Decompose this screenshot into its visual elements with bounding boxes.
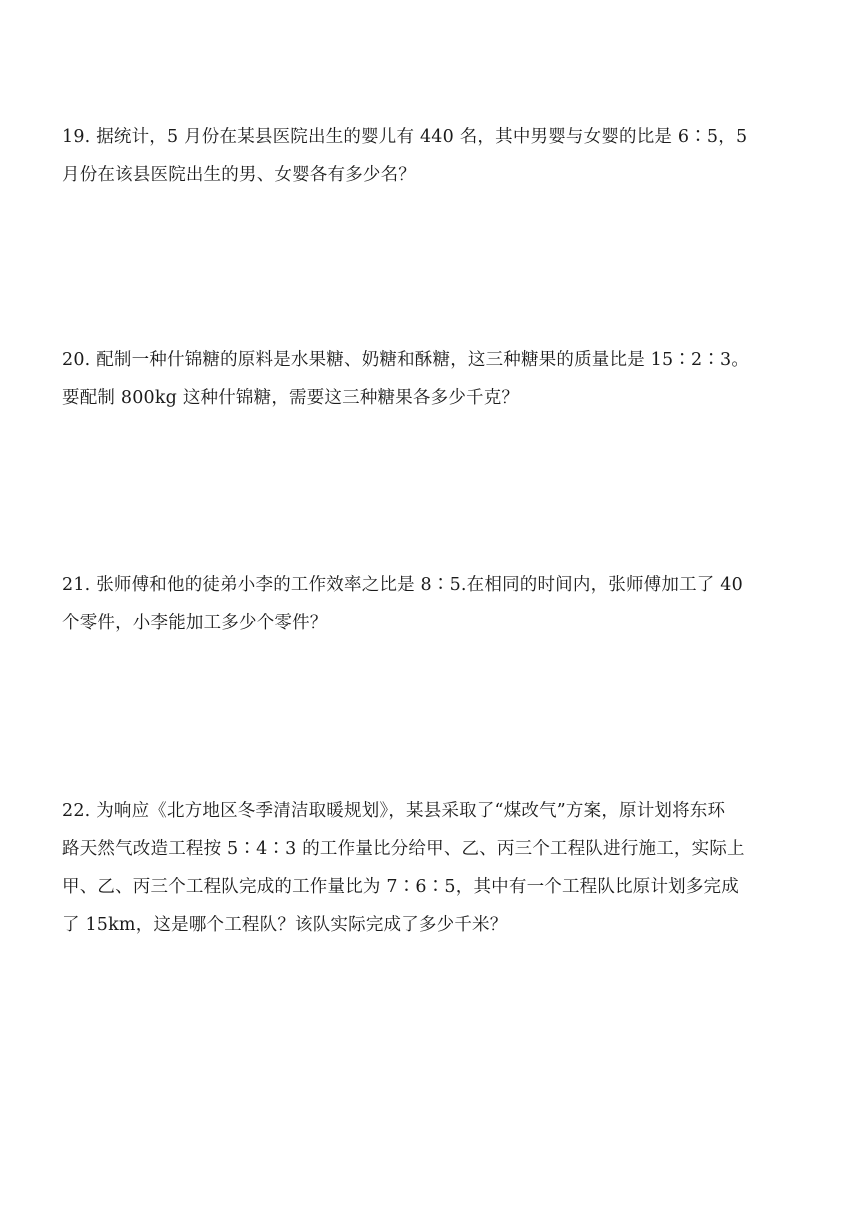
problem-19-line-2: 月份在该县医院出生的男、女婴各有多少名？ bbox=[62, 165, 416, 185]
problem-22-line-4: 了 15km，这是哪个工程队？该队实际完成了多少千米？ bbox=[62, 915, 508, 935]
problem-21 bbox=[62, 566, 822, 642]
problem-22-line-1: 22. 为响应《北方地区冬季清洁取暖规划》，某县采取了“煤改气”方案，原计划将东环 bbox=[62, 801, 726, 821]
problem-22-line-3: 甲、乙、丙三个工程队完成的工作量比为 7∶6∶5，其中有一个工程队比原计划多完成 bbox=[62, 877, 739, 897]
problem-20-line-2: 要配制 800kg 这种什锦糖，需要这三种糖果各多少千克？ bbox=[62, 388, 520, 408]
problem-19-line-1: 19. 据统计，5 月份在某县医院出生的婴儿有 440 名，其中男婴与女婴的比是 6∶5，5 bbox=[62, 127, 748, 147]
problem-21-line-2: 个零件，小李能加工多少个零件？ bbox=[62, 613, 328, 633]
problem-20 bbox=[62, 341, 822, 417]
problem-21-line-1: 21. 张师傅和他的徒弟小李的工作效率之比是 8∶5.在相同的时间内，张师傅加工了 40 bbox=[62, 575, 743, 595]
problem-22-line-2: 路天然气改造工程按 5∶4∶3 的工作量比分给甲、乙、丙三个工程队进行施工，实际上 bbox=[62, 839, 745, 859]
problem-20-line-1: 20. 配制一种什锦糖的原料是水果糖、奶糖和酥糖，这三种糖果的质量比是 15∶2∶3。 bbox=[62, 350, 750, 370]
problem-19 bbox=[62, 118, 822, 194]
problem-22 bbox=[62, 792, 822, 944]
